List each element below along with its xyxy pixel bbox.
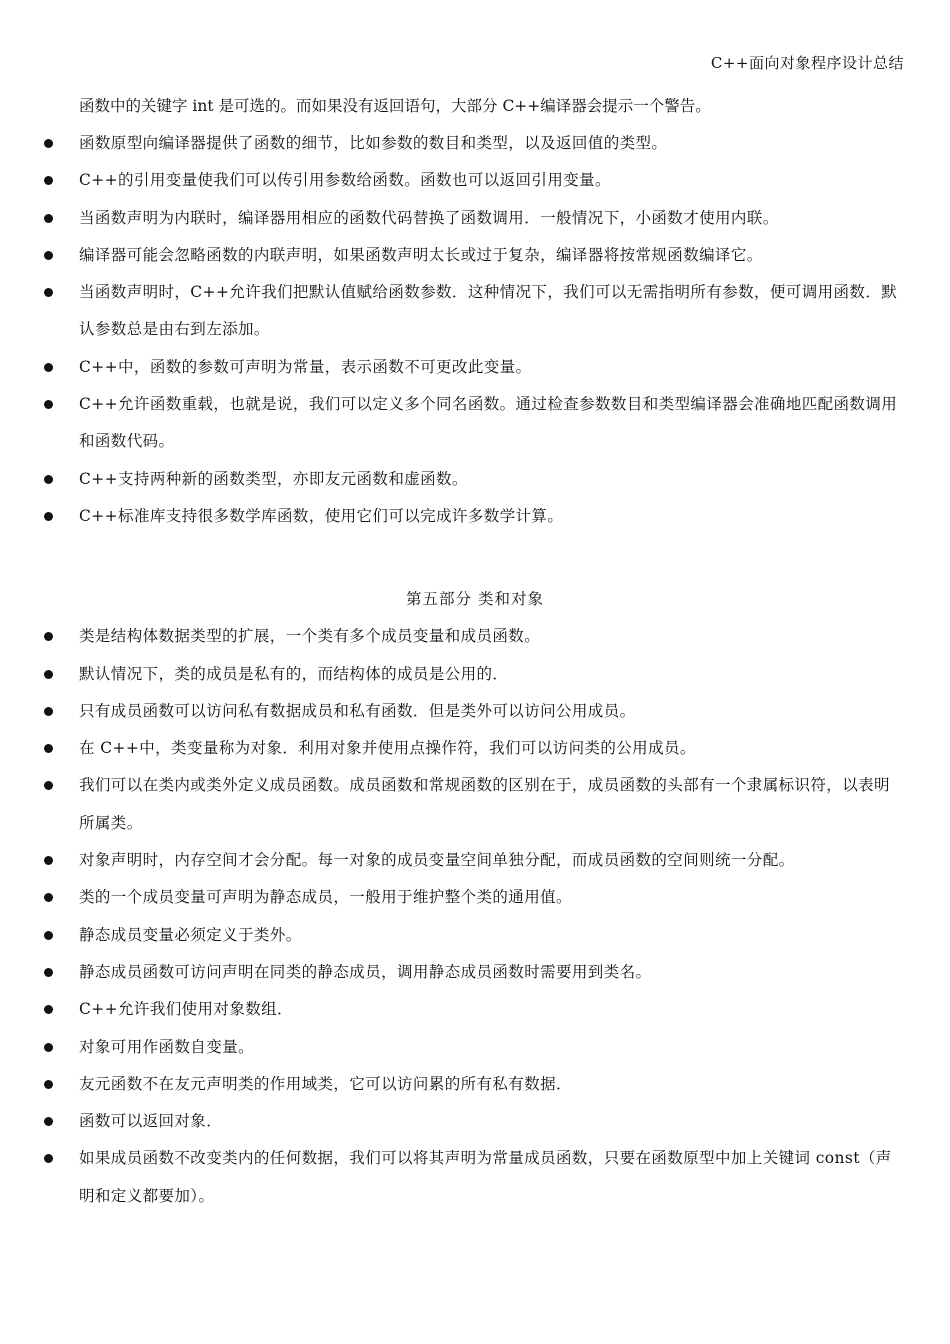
bullet-icon xyxy=(44,400,53,409)
list-item xyxy=(79,879,904,916)
bullet-icon xyxy=(44,288,53,297)
list-item xyxy=(79,954,904,991)
bullet-icon xyxy=(44,1005,53,1014)
bullet-icon xyxy=(44,1080,53,1089)
list-item xyxy=(79,1066,904,1103)
list-item xyxy=(79,461,904,498)
bullet-icon xyxy=(44,1117,53,1126)
list-item xyxy=(79,842,904,879)
bullet-icon xyxy=(44,475,53,484)
list-item-text: 类的一个成员变量可声明为静态成员，一般用于维护整个类的通用值。 xyxy=(79,888,572,907)
list-item-text: 当函数声明为内联时，编译器用相应的函数代码替换了函数调用．一般情况下，小函数才使用内联。 xyxy=(79,208,779,227)
list-item-text: 如果成员函数不改变类内的任何数据，我们可以将其声明为常量成员函数，只要在函数原型中加上关键词 const（声明和定义都要加）。 xyxy=(79,1149,892,1205)
bullet-icon xyxy=(44,1154,53,1163)
list-item-text: 当函数声明时，C++允许我们把默认值赋给函数参数．这种情况下，我们可以无需指明所有参数，便可调用函数．默认参数总是由右到左添加。 xyxy=(79,283,898,339)
list-item-text: 函数可以返回对象． xyxy=(79,1112,223,1131)
list-item xyxy=(79,274,904,349)
list-item xyxy=(79,1103,904,1140)
bullet-icon xyxy=(44,1043,53,1052)
bullet-icon xyxy=(44,214,53,223)
bullet-icon xyxy=(44,931,53,940)
list-item xyxy=(79,917,904,954)
continuation-paragraph: 函数中的关键字 int 是可选的。而如果没有返回语句，大部分 C++编译器会提示一个警告。 xyxy=(79,97,711,115)
list-item-text: 静态成员函数可访问声明在同类的静态成员，调用静态成员函数时需要用到类名。 xyxy=(79,962,652,981)
bullet-icon xyxy=(44,781,53,790)
list-item-text: C++的引用变量使我们可以传引用参数给函数。函数也可以返回引用变量。 xyxy=(79,171,611,190)
list-item-text: 我们可以在类内或类外定义成员函数。成员函数和常规函数的区别在于，成员函数的头部有一个隶属标识符，以表明所属类。 xyxy=(79,776,890,832)
list-item xyxy=(79,1029,904,1066)
running-header: C++面向对象程序设计总结 xyxy=(710,54,904,72)
list-item xyxy=(79,498,904,535)
list-item xyxy=(79,618,904,655)
list-item-text: C++中，函数的参数可声明为常量，表示函数不可更改此变量。 xyxy=(79,357,532,376)
bullet-icon xyxy=(44,707,53,716)
list-item xyxy=(79,349,904,386)
list-item-text: 友元函数不在友元声明类的作用域类，它可以访问累的所有私有数据． xyxy=(79,1074,572,1093)
list-item-text: 编译器可能会忽略函数的内联声明，如果函数声明太长或过于复杂，编译器将按常规函数编译它。 xyxy=(79,245,763,264)
list-item-text: 对象声明时，内存空间才会分配。每一对象的成员变量空间单独分配，而成员函数的空间则统一分配。 xyxy=(79,851,795,870)
list-item xyxy=(79,162,904,199)
bullet-icon xyxy=(44,893,53,902)
list-item-text: C++标准库支持很多数学库函数，使用它们可以完成许多数学计算。 xyxy=(79,506,564,525)
list-item-text: 只有成员函数可以访问私有数据成员和私有函数．但是类外可以访问公用成员。 xyxy=(79,701,636,720)
bullet-icon xyxy=(44,968,53,977)
list-item xyxy=(79,1140,904,1215)
bullet-icon xyxy=(44,856,53,865)
list-item xyxy=(79,200,904,237)
list-item-text: C++允许我们使用对象数组． xyxy=(79,1000,293,1019)
list-item-text: 对象可用作函数自变量。 xyxy=(79,1037,254,1056)
list-item xyxy=(79,991,904,1028)
list-item xyxy=(79,386,904,461)
list-item-text: 静态成员变量必须定义于类外。 xyxy=(79,925,302,944)
bullet-icon xyxy=(44,176,53,185)
document-body xyxy=(0,88,950,1215)
bullet-icon xyxy=(44,139,53,148)
list-item xyxy=(79,125,904,162)
list-item-text: 函数原型向编译器提供了函数的细节，比如参数的数目和类型，以及返回值的类型。 xyxy=(79,134,668,152)
bullet-icon xyxy=(44,632,53,641)
bullet-icon xyxy=(44,744,53,753)
list-item xyxy=(79,730,904,767)
section-title: 第五部分 类和对象 xyxy=(406,590,544,609)
list-item-text: C++支持两种新的函数类型，亦即友元函数和虚函数。 xyxy=(79,469,468,488)
list-item-text: C++允许函数重载，也就是说，我们可以定义多个同名函数。通过检查参数数目和类型编译器会准确地匹配函数调用和函数代码。 xyxy=(79,395,898,451)
list-item-text: 在 C++中，类变量称为对象．利用对象并使用点操作符，我们可以访问类的公用成员。 xyxy=(79,739,696,758)
list-item xyxy=(79,693,904,730)
list-item xyxy=(79,767,904,842)
bullet-icon xyxy=(44,251,53,260)
bullet-icon xyxy=(44,363,53,372)
bullet-icon xyxy=(44,670,53,679)
list-item-text: 默认情况下，类的成员是私有的，而结构体的成员是公用的． xyxy=(79,664,509,683)
list-item xyxy=(79,656,904,693)
part4-bullet-list xyxy=(0,125,950,535)
part5-bullet-list xyxy=(0,618,950,1215)
bullet-icon xyxy=(44,512,53,521)
list-item xyxy=(79,237,904,274)
list-item-text: 类是结构体数据类型的扩展，一个类有多个成员变量和成员函数。 xyxy=(79,627,541,646)
